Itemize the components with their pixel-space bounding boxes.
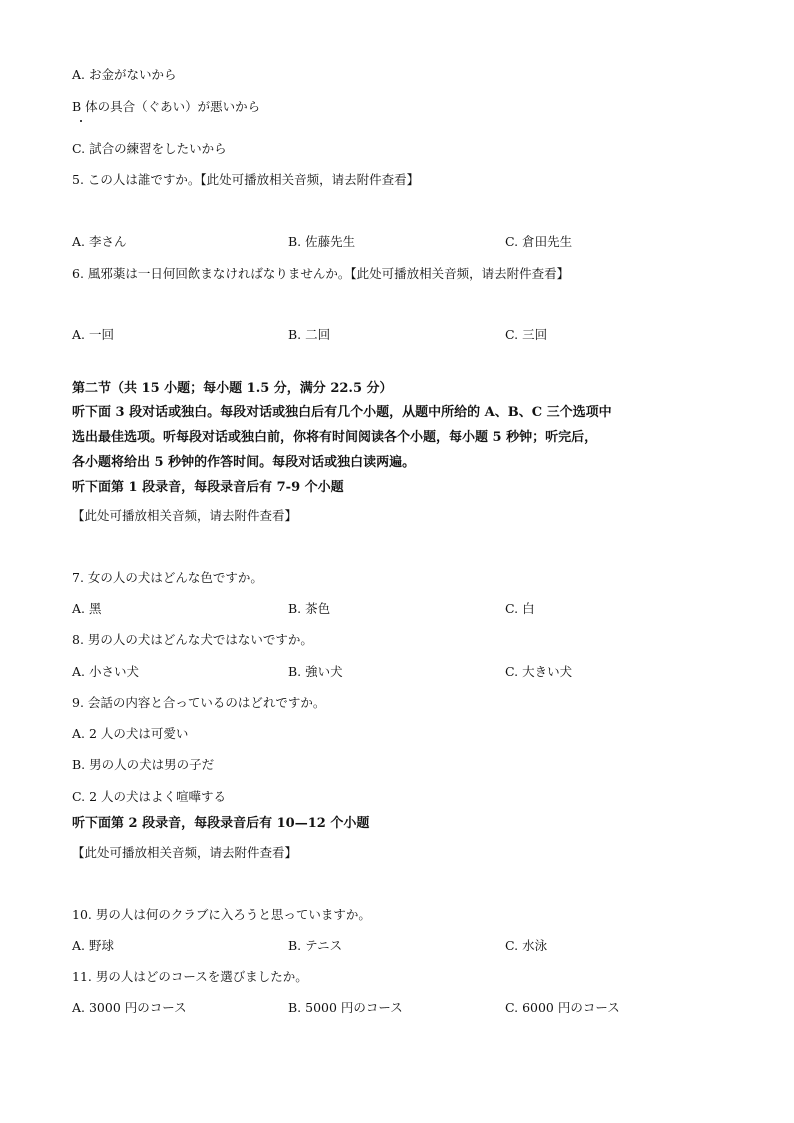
q5-option-b: B. 佐藤先生 — [288, 234, 356, 249]
q11-question: 11. 男の人はどのコースを選びましたか。 — [72, 969, 308, 984]
stray-dot — [80, 120, 82, 122]
section2-heading: 第二节（共 15 小题；每小题 1.5 分，满分 22.5 分） — [72, 381, 393, 396]
q10-option-c: C. 水泳 — [505, 938, 548, 953]
q11-option-a: A. 3000 円のコース — [72, 1000, 187, 1015]
q4-option-b: B 体の具合（ぐあい）が悪いから — [72, 99, 261, 114]
q7-option-a: A. 黑 — [72, 601, 102, 616]
q6-option-b: B. 二回 — [288, 327, 331, 342]
q4-option-a: A. お金がないから — [72, 67, 177, 82]
q6-option-a: A. 一回 — [72, 327, 114, 342]
section2-instruction-1: 听下面 3 段对话或独白。每段对话或独白后有几个小题，从题中所给的 A、B、C 三个选项中 — [72, 405, 612, 420]
q10-option-a: A. 野球 — [72, 938, 114, 953]
q9-option-c: C. 2 人の犬はよく喧嘩する — [72, 789, 226, 804]
section2-instruction-3: 各小题将给出 5 秒钟的作答时间。每段对话或独白读两遍。 — [72, 455, 416, 470]
recording2-heading: 听下面第 2 段录音，每段录音后有 10—12 个小题 — [72, 816, 370, 831]
q5-option-c: C. 倉田先生 — [505, 234, 573, 249]
q11-option-b: B. 5000 円のコース — [288, 1000, 403, 1015]
recording1-heading: 听下面第 1 段录音，每段录音后有 7-9 个小题 — [72, 480, 344, 495]
section2-instruction-2: 选出最佳选项。听每段对话或独白前，你将有时间阅读各个小题，每小题 5 秒钟；听完后， — [72, 430, 598, 445]
q6-option-c: C. 三回 — [505, 327, 548, 342]
q4-option-c: C. 試合の練習をしたいから — [72, 141, 227, 156]
q7-option-b: B. 茶色 — [288, 601, 331, 616]
q10-question: 10. 男の人は何のクラブに入ろうと思っていますか。 — [72, 907, 371, 922]
q7-option-c: C. 白 — [505, 601, 535, 616]
q8-option-b: B. 強い犬 — [288, 664, 343, 679]
q8-question: 8. 男の人の犬はどんな犬ではないですか。 — [72, 632, 313, 647]
q5-option-a: A. 李さん — [72, 234, 127, 249]
q9-question: 9. 会話の内容と合っているのはどれですか。 — [72, 695, 326, 710]
recording2-audio-note: 【此处可播放相关音频，请去附件查看】 — [72, 845, 298, 860]
q8-option-a: A. 小さい犬 — [72, 664, 139, 679]
q6-question: 6. 風邪薬は一日何回飲まなければなりませんか。【此处可播放相关音频，请去附件查看】 — [72, 266, 570, 281]
q9-option-a: A. 2 人の犬は可愛い — [72, 726, 189, 741]
q5-question: 5. この人は誰ですか。【此处可播放相关音频，请去附件查看】 — [72, 172, 420, 187]
q11-option-c: C. 6000 円のコース — [505, 1000, 620, 1015]
q7-question: 7. 女の人の犬はどんな色ですか。 — [72, 570, 263, 585]
q8-option-c: C. 大きい犬 — [505, 664, 573, 679]
q9-option-b: B. 男の人の犬は男の子だ — [72, 757, 215, 772]
recording1-audio-note: 【此处可播放相关音频，请去附件查看】 — [72, 508, 298, 523]
q10-option-b: B. テニス — [288, 938, 343, 953]
